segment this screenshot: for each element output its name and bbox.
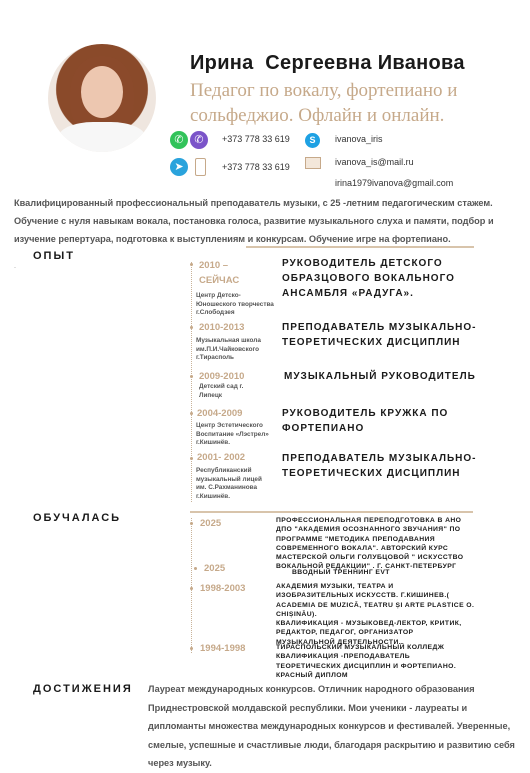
experience-org: Республиканский музыкальный лицей им. С.Рахманинова г.Кишинёв. [196, 467, 262, 500]
experience-timeline [191, 262, 192, 502]
experience-org: Центр Эстетического Воспитание «Лэстрел» г.Кишинёв. [196, 422, 269, 446]
telegram-icon[interactable]: ➤ [170, 158, 188, 176]
education-text: ТИРАСПОЛЬСКИЙ МУЗЫКАЛЬНЫЙ КОЛЛЕДЖ КВАЛИФИКАЦИЯ -ПРЕПОДАВАТЕЛЬ ТЕОРЕТИЧЕСКИХ ДИСЦИПЛИН И ФОРТЕПИАНО. КРАСНЫЙ ДИПЛОМ [276, 644, 457, 679]
experience-date: 2004-2009 [197, 408, 243, 419]
profile-photo [48, 44, 156, 152]
education-text: АКАДЕМИЯ МУЗЫКИ, ТЕАТРА И ИЗОБРАЗИТЕЛЬНЫХ ИСКУССТВ. Г.КИШИНЕВ.( ACADEMIA DE MUZICĂ, TEATRU ȘI ARTE PLASTICE O. CHIȘINĂU). КВАЛИФИКАЦИЯ - МУЗЫКОВЕД-ЛЕКТОР, КРИТИК, РЕДАКТОР, ПЕДАГОГ, ОРГАНИЗАТОР МУЗЫКАЛЬНОЙ ДЕЯТЕЛЬНОСТИ. [276, 583, 475, 646]
section-title-experience: ОПЫТ [33, 250, 75, 262]
education-text: ВВОДНЫЙ ТРЕННИНГ EVT [292, 569, 390, 576]
experience-org: Детский сад г. Липецк [199, 383, 244, 399]
person-name: Ирина Сергеевна Иванова [190, 52, 465, 74]
experience-date: 2009-2010 [199, 371, 245, 382]
experience-date: 2010-2013 [199, 322, 245, 333]
education-date: 2025 [204, 563, 226, 574]
experience-role: ПРЕПОДАВАТЕЛЬ МУЗЫКАЛЬНО- ТЕОРЕТИЧЕСКИХ ДИСЦИПЛИН [282, 322, 477, 348]
experience-role: МУЗЫКАЛЬНЫЙ РУКОВОДИТЕЛЬ [284, 371, 476, 382]
profile-summary: Квалифицированный профессиональный преподаватель музыки, с 25 -летним педагогическим стажем. Обучение с нуля навыкам вокала, постановка голоса, развитие музыкального слуха и памяти, подбор и изучение репертуара, подготовка к выступлениям и конкурсам. Обучение игре на фортепиано. [14, 198, 494, 244]
experience-role: РУКОВОДИТЕЛЬ ДЕТСКОГО ОБРАЗЦОВОГО ВОКАЛЬНОГО АНСАМБЛЯ «РАДУГА». [282, 258, 455, 299]
experience-org: Музыкальная школа им.П.И.Чайковского г.Тирасполь [196, 337, 261, 361]
section-title-education: ОБУЧАЛАСЬ [33, 512, 122, 524]
phone-icon [195, 158, 206, 176]
education-date: 1998-2003 [200, 583, 246, 594]
experience-role: РУКОВОДИТЕЛЬ КРУЖКА ПО ФОРТЕПИАНО [282, 408, 449, 434]
section-title-achievements: ДОСТИЖЕНИЯ [33, 683, 133, 695]
email-2[interactable]: irina1979ivanova@gmail.com [335, 178, 454, 188]
experience-org: Центр Детско- Юношеского творчества г.Слободзея [196, 292, 274, 316]
viber-icon[interactable]: ✆ [190, 131, 208, 149]
experience-role: ПРЕПОДАВАТЕЛЬ МУЗЫКАЛЬНО- ТЕОРЕТИЧЕСКИХ ДИСЦИПЛИН [282, 453, 477, 479]
achievements-text: Лауреат международных конкурсов. Отличник народного образования Приднестровской молдавской республики. Мои ученики - лауреаты и дипломанты множества международных конкурсов и фестивалей. Уверенные, смелые, успешные и счастливые люди, благодаря раскрытию и развитию себя через музыку. [148, 684, 515, 768]
mail-icon [305, 157, 321, 169]
education-date: 2025 [200, 518, 222, 529]
education-timeline [191, 518, 192, 653]
headline: Педагог по вокалу, фортепиано и сольфеджио. Офлайн и онлайн. [190, 80, 458, 126]
bullet-mark: · [14, 265, 16, 271]
education-date: 1994-1998 [200, 643, 246, 654]
skype-icon[interactable]: S [305, 133, 320, 148]
email-1[interactable]: ivanova_is@mail.ru [335, 157, 414, 167]
divider [246, 246, 474, 248]
experience-date: 2010 – СЕЙЧАС [199, 260, 240, 286]
skype-handle[interactable]: ivanova_iris [335, 134, 383, 144]
phone-number[interactable]: +373 778 33 619 [222, 134, 290, 144]
education-text: ПРОФЕССИОНАЛЬНАЯ ПЕРЕПОДГОТОВКА В АНО ДПО "АКАДЕМИЯ ОСОЗНАННОГО ЗВУЧАНИЯ" ПО ПРОГРАММЕ "МЕТОДИКА ПРЕПОДАВАНИЯ СОВРЕМЕННОГО ВОКАЛА". АВТОРСКИЙ КУРС МАСТЕРСКОЙ ОЛЬГИ ГОЛУБЦОВОЙ " ИСКУССТВО ВОКАЛЬНОЙ РЕДАКЦИИ" . Г. САНКТ-ПЕТЕРБУРГ [276, 517, 464, 571]
phone-number-2[interactable]: +373 778 33 619 [222, 162, 290, 172]
education-divider [190, 511, 473, 513]
experience-date: 2001- 2002 [197, 452, 246, 463]
whatsapp-icon[interactable]: ✆ [170, 131, 188, 149]
